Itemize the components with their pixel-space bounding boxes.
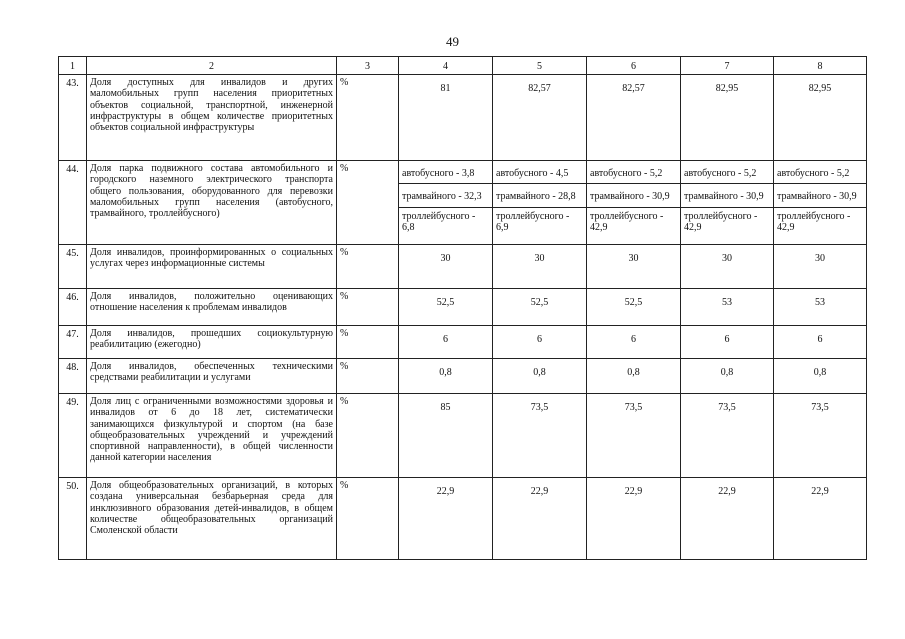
indicators-table — [58, 56, 867, 560]
table-row — [59, 359, 867, 394]
row-value: 0,8 — [399, 359, 493, 394]
trolleybus-share: троллейбусного - 6,9 — [496, 210, 570, 233]
row-unit: % — [337, 75, 399, 161]
row-value: 30 — [681, 245, 774, 289]
row-number: 50. — [59, 478, 87, 560]
row-value: 22,9 — [399, 478, 493, 560]
row-value: 82,95 — [774, 75, 867, 161]
row-number: 45. — [59, 245, 87, 289]
row-multi-value — [587, 161, 681, 245]
trolleybus-share: троллейбусного - 42,9 — [684, 210, 758, 233]
row-value: 52,5 — [587, 289, 681, 326]
column-header: 7 — [681, 57, 774, 75]
row-value: 22,9 — [681, 478, 774, 560]
tram-share: трамвайного - 30,9 — [774, 184, 866, 207]
row-description: Доля доступных для инвалидов и других маломобильных групп населения приоритетных объектов социальной, транспортной, инженерной инфраструктуры в общем количестве приоритетных объектов социальной инфраструктуры — [87, 75, 337, 161]
row-description: Доля инвалидов, проинформированных о социальных услугах через информационные системы — [87, 245, 337, 289]
row-multi-value — [774, 161, 867, 245]
row-value: 6 — [681, 326, 774, 359]
row-value: 0,8 — [774, 359, 867, 394]
row-number: 43. — [59, 75, 87, 161]
row-value: 30 — [587, 245, 681, 289]
trolleybus-share: троллейбусного - 6,8 — [402, 210, 476, 233]
row-value: 0,8 — [587, 359, 681, 394]
row-unit: % — [337, 245, 399, 289]
column-header: 3 — [337, 57, 399, 75]
row-value: 22,9 — [774, 478, 867, 560]
table-row — [59, 75, 867, 161]
bus-share: автобусного - 5,2 — [681, 161, 773, 184]
page-number: 49 — [446, 34, 459, 49]
column-header: 5 — [493, 57, 587, 75]
row-value: 53 — [774, 289, 867, 326]
row-description: Доля общеобразовательных организаций, в которых создана универсальная безбарьерная среда для инклюзивного образования детей-инвалидов, в общем количестве общеобразовательных организаций Смоленской области — [87, 478, 337, 560]
column-header: 8 — [774, 57, 867, 75]
row-value: 73,5 — [681, 394, 774, 478]
row-value: 6 — [587, 326, 681, 359]
row-value: 82,57 — [587, 75, 681, 161]
table-row — [59, 326, 867, 359]
row-value: 22,9 — [587, 478, 681, 560]
row-value: 53 — [681, 289, 774, 326]
row-value: 6 — [399, 326, 493, 359]
row-multi-value — [399, 161, 493, 245]
row-number: 46. — [59, 289, 87, 326]
row-unit: % — [337, 478, 399, 560]
row-number: 48. — [59, 359, 87, 394]
row-value: 30 — [774, 245, 867, 289]
row-value: 73,5 — [774, 394, 867, 478]
row-value: 82,57 — [493, 75, 587, 161]
row-value: 22,9 — [493, 478, 587, 560]
column-header: 2 — [87, 57, 337, 75]
row-unit: % — [337, 326, 399, 359]
row-value: 30 — [493, 245, 587, 289]
tram-share: трамвайного - 32,3 — [399, 184, 492, 207]
row-value: 52,5 — [399, 289, 493, 326]
column-header: 1 — [59, 57, 87, 75]
row-multi-value — [493, 161, 587, 245]
row-description: Доля инвалидов, обеспеченных техническими средствами реабилитации и услугами — [87, 359, 337, 394]
row-value: 73,5 — [587, 394, 681, 478]
row-value: 52,5 — [493, 289, 587, 326]
header-row — [59, 57, 867, 75]
row-unit: % — [337, 394, 399, 478]
row-number: 49. — [59, 394, 87, 478]
bus-share: автобусного - 4,5 — [493, 161, 586, 184]
tram-share: трамвайного - 30,9 — [587, 184, 680, 207]
trolleybus-share: троллейбусного - 42,9 — [590, 210, 664, 233]
row-value: 6 — [774, 326, 867, 359]
row-value: 73,5 — [493, 394, 587, 478]
table-row — [59, 161, 867, 245]
table-row — [59, 289, 867, 326]
row-description: Доля инвалидов, положительно оценивающих отношение населения к проблемам инвалидов — [87, 289, 337, 326]
row-description: Доля инвалидов, прошедших социокультурную реабилитацию (ежегодно) — [87, 326, 337, 359]
row-value: 81 — [399, 75, 493, 161]
row-multi-value — [681, 161, 774, 245]
table-row — [59, 394, 867, 478]
row-value: 30 — [399, 245, 493, 289]
bus-share: автобусного - 5,2 — [587, 161, 680, 184]
trolleybus-share: троллейбусного - 42,9 — [777, 210, 851, 233]
row-unit: % — [337, 289, 399, 326]
row-value: 85 — [399, 394, 493, 478]
bus-share: автобусного - 5,2 — [774, 161, 866, 184]
column-header: 4 — [399, 57, 493, 75]
row-number: 44. — [59, 161, 87, 245]
table-row — [59, 245, 867, 289]
row-number: 47. — [59, 326, 87, 359]
row-value: 6 — [493, 326, 587, 359]
table-row — [59, 478, 867, 560]
row-unit: % — [337, 359, 399, 394]
bus-share: автобусного - 3,8 — [399, 161, 492, 184]
row-unit: % — [337, 161, 399, 245]
row-value: 82,95 — [681, 75, 774, 161]
tram-share: трамвайного - 28,8 — [493, 184, 586, 207]
row-description: Доля лиц с ограниченными возможностями здоровья и инвалидов от 6 до 18 лет, систематически занимающихся физкультурой и спортом (на базе общеобразовательных учреждений и учреждений спортивной направленности), в общей численности данной категории населения — [87, 394, 337, 478]
row-value: 0,8 — [681, 359, 774, 394]
tram-share: трамвайного - 30,9 — [681, 184, 773, 207]
column-header: 6 — [587, 57, 681, 75]
row-value: 0,8 — [493, 359, 587, 394]
row-description: Доля парка подвижного состава автомобильного и городского наземного электрического транспорта общего пользования, оборудованного для перевозки маломобильных групп населения (автобусного, трамвайного, троллейбусного) — [87, 161, 337, 245]
